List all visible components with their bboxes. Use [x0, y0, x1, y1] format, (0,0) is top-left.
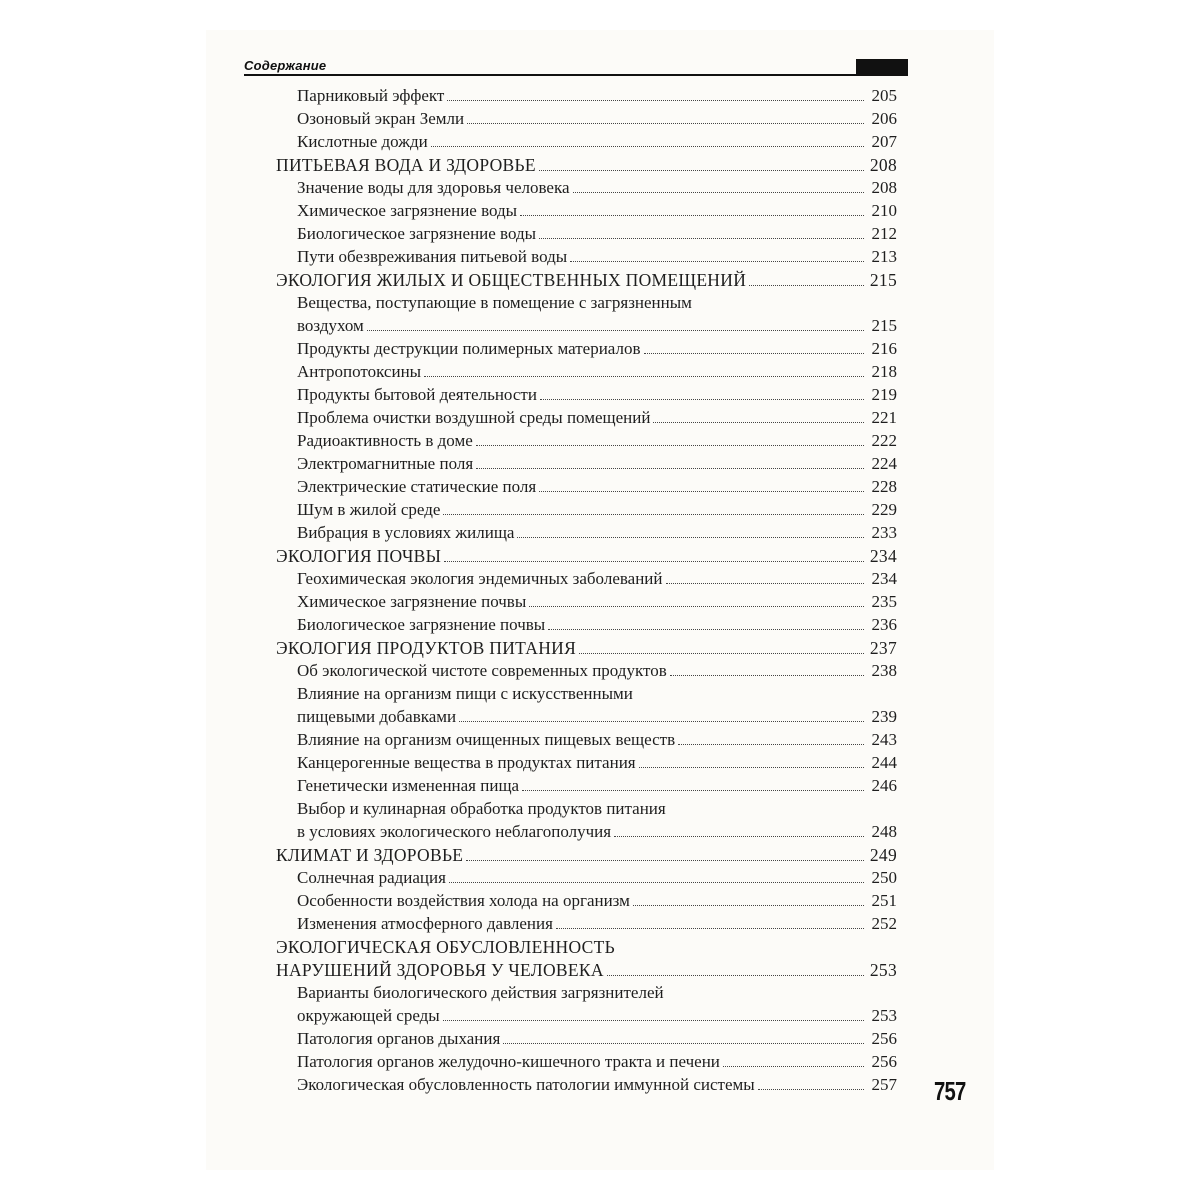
toc-leader-dots — [614, 821, 864, 837]
toc-entry-title: Особенности воздействия холода на организм — [297, 891, 630, 910]
toc-leader-dots — [539, 223, 864, 239]
toc-entry — [297, 1051, 897, 1073]
toc-leader-dots — [503, 1028, 864, 1044]
toc-entry-title: Химическое загрязнение воды — [297, 201, 518, 220]
toc-entry-title: Вещества, поступающие в помещение с загрязненным — [297, 293, 692, 312]
toc-entry — [297, 706, 897, 728]
toc-entry-title: Шум в жилой среде — [297, 500, 441, 519]
toc-entry-title: ЭКОЛОГИЯ ПРОДУКТОВ ПИТАНИЯ — [276, 638, 577, 658]
toc-entry-title: Парниковый эффект — [297, 86, 445, 105]
header-rule — [244, 74, 908, 76]
toc-page-number: 224 — [871, 454, 897, 473]
toc-entry-title: Об экологической чистоте современных продуктов — [297, 661, 667, 680]
toc-entry — [297, 890, 897, 912]
header-title: Содержание — [244, 58, 327, 73]
toc-entry-title: Биологическое загрязнение воды — [297, 224, 537, 243]
toc-entry-title: воздухом — [297, 316, 364, 335]
toc-leader-dots — [548, 614, 864, 630]
toc-page-number: 250 — [871, 868, 897, 887]
toc-page-number: 234 — [871, 569, 897, 588]
toc-entry-title: Геохимическая экология эндемичных заболеваний — [297, 569, 663, 588]
toc-entry — [297, 591, 897, 613]
toc-entry-title: Патология органов дыхания — [297, 1029, 501, 1048]
toc-entry-title: Вибрация в условиях жилища — [297, 523, 515, 542]
toc-leader-dots — [467, 108, 864, 124]
toc-entry-title: окружающей среды — [297, 1006, 440, 1025]
toc-entry-title: Продукты бытовой деятельности — [297, 385, 537, 404]
toc-entry-title: в условиях экологического неблагополучия — [297, 822, 612, 841]
toc-leader-dots — [607, 960, 864, 976]
toc-entry — [297, 85, 897, 107]
toc-page-number: 233 — [871, 523, 897, 542]
toc-page-number: 207 — [871, 132, 897, 151]
toc-leader-dots — [758, 1074, 864, 1090]
toc-entry-title: Проблема очистки воздушной среды помещений — [297, 408, 651, 427]
toc-entry-title: Биологическое загрязнение почвы — [297, 615, 546, 634]
toc-leader-dots — [447, 85, 864, 101]
toc-leader-dots — [443, 499, 864, 515]
toc-entry-title: ЭКОЛОГИЧЕСКАЯ ОБУСЛОВЛЕННОСТЬ — [276, 937, 615, 957]
toc-entry-title: Значение воды для здоровья человека — [297, 178, 570, 197]
toc-leader-dots — [367, 315, 864, 331]
toc-leader-dots — [670, 660, 864, 676]
toc-page-number: 256 — [871, 1052, 897, 1071]
toc-entry — [297, 223, 897, 245]
toc-entry — [297, 177, 897, 199]
toc-entry — [297, 821, 897, 843]
toc-entry-title: Выбор и кулинарная обработка продуктов питания — [297, 799, 666, 818]
toc-page-number: 253 — [871, 1006, 897, 1025]
toc-entry — [297, 108, 897, 130]
toc-page-number: 236 — [871, 615, 897, 634]
toc-entry — [297, 522, 897, 544]
toc-entry-title: Влияние на организм очищенных пищевых веществ — [297, 730, 676, 749]
toc-page-number: 215 — [871, 316, 897, 335]
toc-entry-title: НАРУШЕНИЙ ЗДОРОВЬЯ У ЧЕЛОВЕКА — [276, 960, 604, 980]
toc-entry — [297, 315, 897, 337]
toc-entry-title: Кислотные дожди — [297, 132, 428, 151]
toc-leader-dots — [556, 913, 864, 929]
toc-leader-dots — [678, 729, 864, 745]
toc-page-number: 249 — [869, 845, 897, 865]
toc-leader-dots — [639, 752, 864, 768]
toc-entry — [297, 614, 897, 636]
toc-leader-dots — [443, 1005, 864, 1021]
toc-page-number: 229 — [871, 500, 897, 519]
toc-leader-dots — [529, 591, 864, 607]
toc-entry — [297, 430, 897, 452]
toc-entry-title: ЭКОЛОГИЯ ЖИЛЫХ И ОБЩЕСТВЕННЫХ ПОМЕЩЕНИЙ — [276, 270, 747, 290]
toc-page-number: 228 — [871, 477, 897, 496]
toc-entry-title: Генетически измененная пища — [297, 776, 520, 795]
toc-entry-title: Канцерогенные вещества в продуктах питания — [297, 753, 636, 772]
toc-entry-title: КЛИМАТ И ЗДОРОВЬЕ — [276, 845, 464, 865]
toc-leader-dots — [459, 706, 864, 722]
running-header — [244, 56, 908, 78]
toc-entry-title: Радиоактивность в доме — [297, 431, 473, 450]
toc-leader-dots — [749, 270, 864, 286]
header-block — [856, 59, 908, 76]
toc-leader-dots — [579, 638, 864, 654]
toc-section-entry — [276, 844, 897, 866]
toc-page-number: 246 — [871, 776, 897, 795]
toc-entry — [297, 683, 897, 705]
toc-page-number: 252 — [871, 914, 897, 933]
toc-leader-dots — [522, 775, 864, 791]
toc-page-number: 235 — [871, 592, 897, 611]
toc-entry-title: пищевыми добавками — [297, 707, 457, 726]
toc-entry — [297, 200, 897, 222]
toc-page-number: 206 — [871, 109, 897, 128]
toc-section-entry — [276, 936, 897, 958]
toc-entry — [297, 798, 897, 820]
toc-section-entry — [276, 154, 897, 176]
toc-entry-title: Экологическая обусловленность патологии иммунной системы — [297, 1075, 755, 1094]
toc-entry — [297, 292, 897, 314]
toc-page-number: 205 — [871, 86, 897, 105]
toc-page-number: 208 — [869, 155, 897, 175]
toc-entry — [297, 499, 897, 521]
toc-entry — [297, 568, 897, 590]
toc-leader-dots — [444, 546, 864, 562]
toc-entry — [297, 407, 897, 429]
toc-section-entry — [276, 545, 897, 567]
toc-entry-title: Химическое загрязнение почвы — [297, 592, 527, 611]
toc-entry-title: Электрические статические поля — [297, 477, 537, 496]
toc-entry — [297, 361, 897, 383]
toc-page-number: 215 — [869, 270, 897, 290]
toc-entry-title: Влияние на организм пищи с искусственными — [297, 684, 633, 703]
toc-leader-dots — [570, 246, 864, 262]
toc-section-entry — [276, 269, 897, 291]
toc-entry-title: Продукты деструкции полимерных материалов — [297, 339, 641, 358]
toc-page-number: 251 — [871, 891, 897, 910]
toc-entry-title: ЭКОЛОГИЯ ПОЧВЫ — [276, 546, 442, 566]
toc-page-number: 210 — [871, 201, 897, 220]
toc-entry-title: Электромагнитные поля — [297, 454, 474, 473]
toc-entry — [297, 131, 897, 153]
toc-leader-dots — [539, 155, 864, 171]
toc-leader-dots — [539, 476, 864, 492]
toc-entry — [297, 338, 897, 360]
toc-page-number: 216 — [871, 339, 897, 358]
toc-page-number: 221 — [871, 408, 897, 427]
toc-entry — [297, 246, 897, 268]
toc-page-number: 218 — [871, 362, 897, 381]
toc-page-number: 253 — [869, 960, 897, 980]
toc-leader-dots — [431, 131, 864, 147]
toc-leader-dots — [723, 1051, 864, 1067]
toc-entry-title: Солнечная радиация — [297, 868, 446, 887]
toc-entry — [297, 729, 897, 751]
toc-leader-dots — [520, 200, 864, 216]
toc-page-number: 213 — [871, 247, 897, 266]
toc-entry — [297, 775, 897, 797]
toc-entry — [297, 1028, 897, 1050]
toc-entry — [297, 660, 897, 682]
toc-entry — [297, 1005, 897, 1027]
toc-leader-dots — [449, 867, 864, 883]
toc-page-number: 257 — [871, 1075, 897, 1094]
toc-entry — [297, 384, 897, 406]
toc-leader-dots — [666, 568, 865, 584]
toc-leader-dots — [653, 407, 864, 423]
toc-entry-title: Антропотоксины — [297, 362, 422, 381]
toc-leader-dots — [633, 890, 864, 906]
toc-leader-dots — [476, 453, 864, 469]
toc-entry — [297, 752, 897, 774]
toc-entry — [297, 913, 897, 935]
toc-leader-dots — [517, 522, 864, 538]
toc-page-number: 243 — [871, 730, 897, 749]
toc-entry-title: Варианты биологического действия загрязнителей — [297, 983, 664, 1002]
toc-page-number: 239 — [871, 707, 897, 726]
toc-section-entry — [276, 959, 897, 981]
toc-page-number: 219 — [871, 385, 897, 404]
toc-section-entry — [276, 637, 897, 659]
toc-entry — [297, 867, 897, 889]
toc-entry — [297, 453, 897, 475]
toc-leader-dots — [466, 845, 864, 861]
toc-page-number: 244 — [871, 753, 897, 772]
page-number: 757 — [934, 1076, 966, 1106]
toc-leader-dots — [573, 177, 864, 193]
toc-entry-title: Озоновый экран Земли — [297, 109, 465, 128]
toc-page-number: 256 — [871, 1029, 897, 1048]
toc-entry — [297, 1074, 897, 1096]
toc-entry — [297, 982, 897, 1004]
toc-leader-dots — [476, 430, 864, 446]
toc-page-number: 212 — [871, 224, 897, 243]
toc-entry-title: Патология органов желудочно-кишечного тракта и печени — [297, 1052, 720, 1071]
toc-page-number: 208 — [871, 178, 897, 197]
toc-leader-dots — [424, 361, 864, 377]
toc-entry-title: ПИТЬЕВАЯ ВОДА И ЗДОРОВЬЕ — [276, 155, 536, 175]
toc-entry — [297, 476, 897, 498]
toc-leader-dots — [540, 384, 864, 400]
toc-page-number: 248 — [871, 822, 897, 841]
toc-entry-title: Изменения атмосферного давления — [297, 914, 553, 933]
toc-page-number: 238 — [871, 661, 897, 680]
toc-page-number: 222 — [871, 431, 897, 450]
toc-entry-title: Пути обезвреживания питьевой воды — [297, 247, 568, 266]
toc-page-number: 234 — [869, 546, 897, 566]
toc-page-number: 237 — [869, 638, 897, 658]
toc-leader-dots — [644, 338, 864, 354]
